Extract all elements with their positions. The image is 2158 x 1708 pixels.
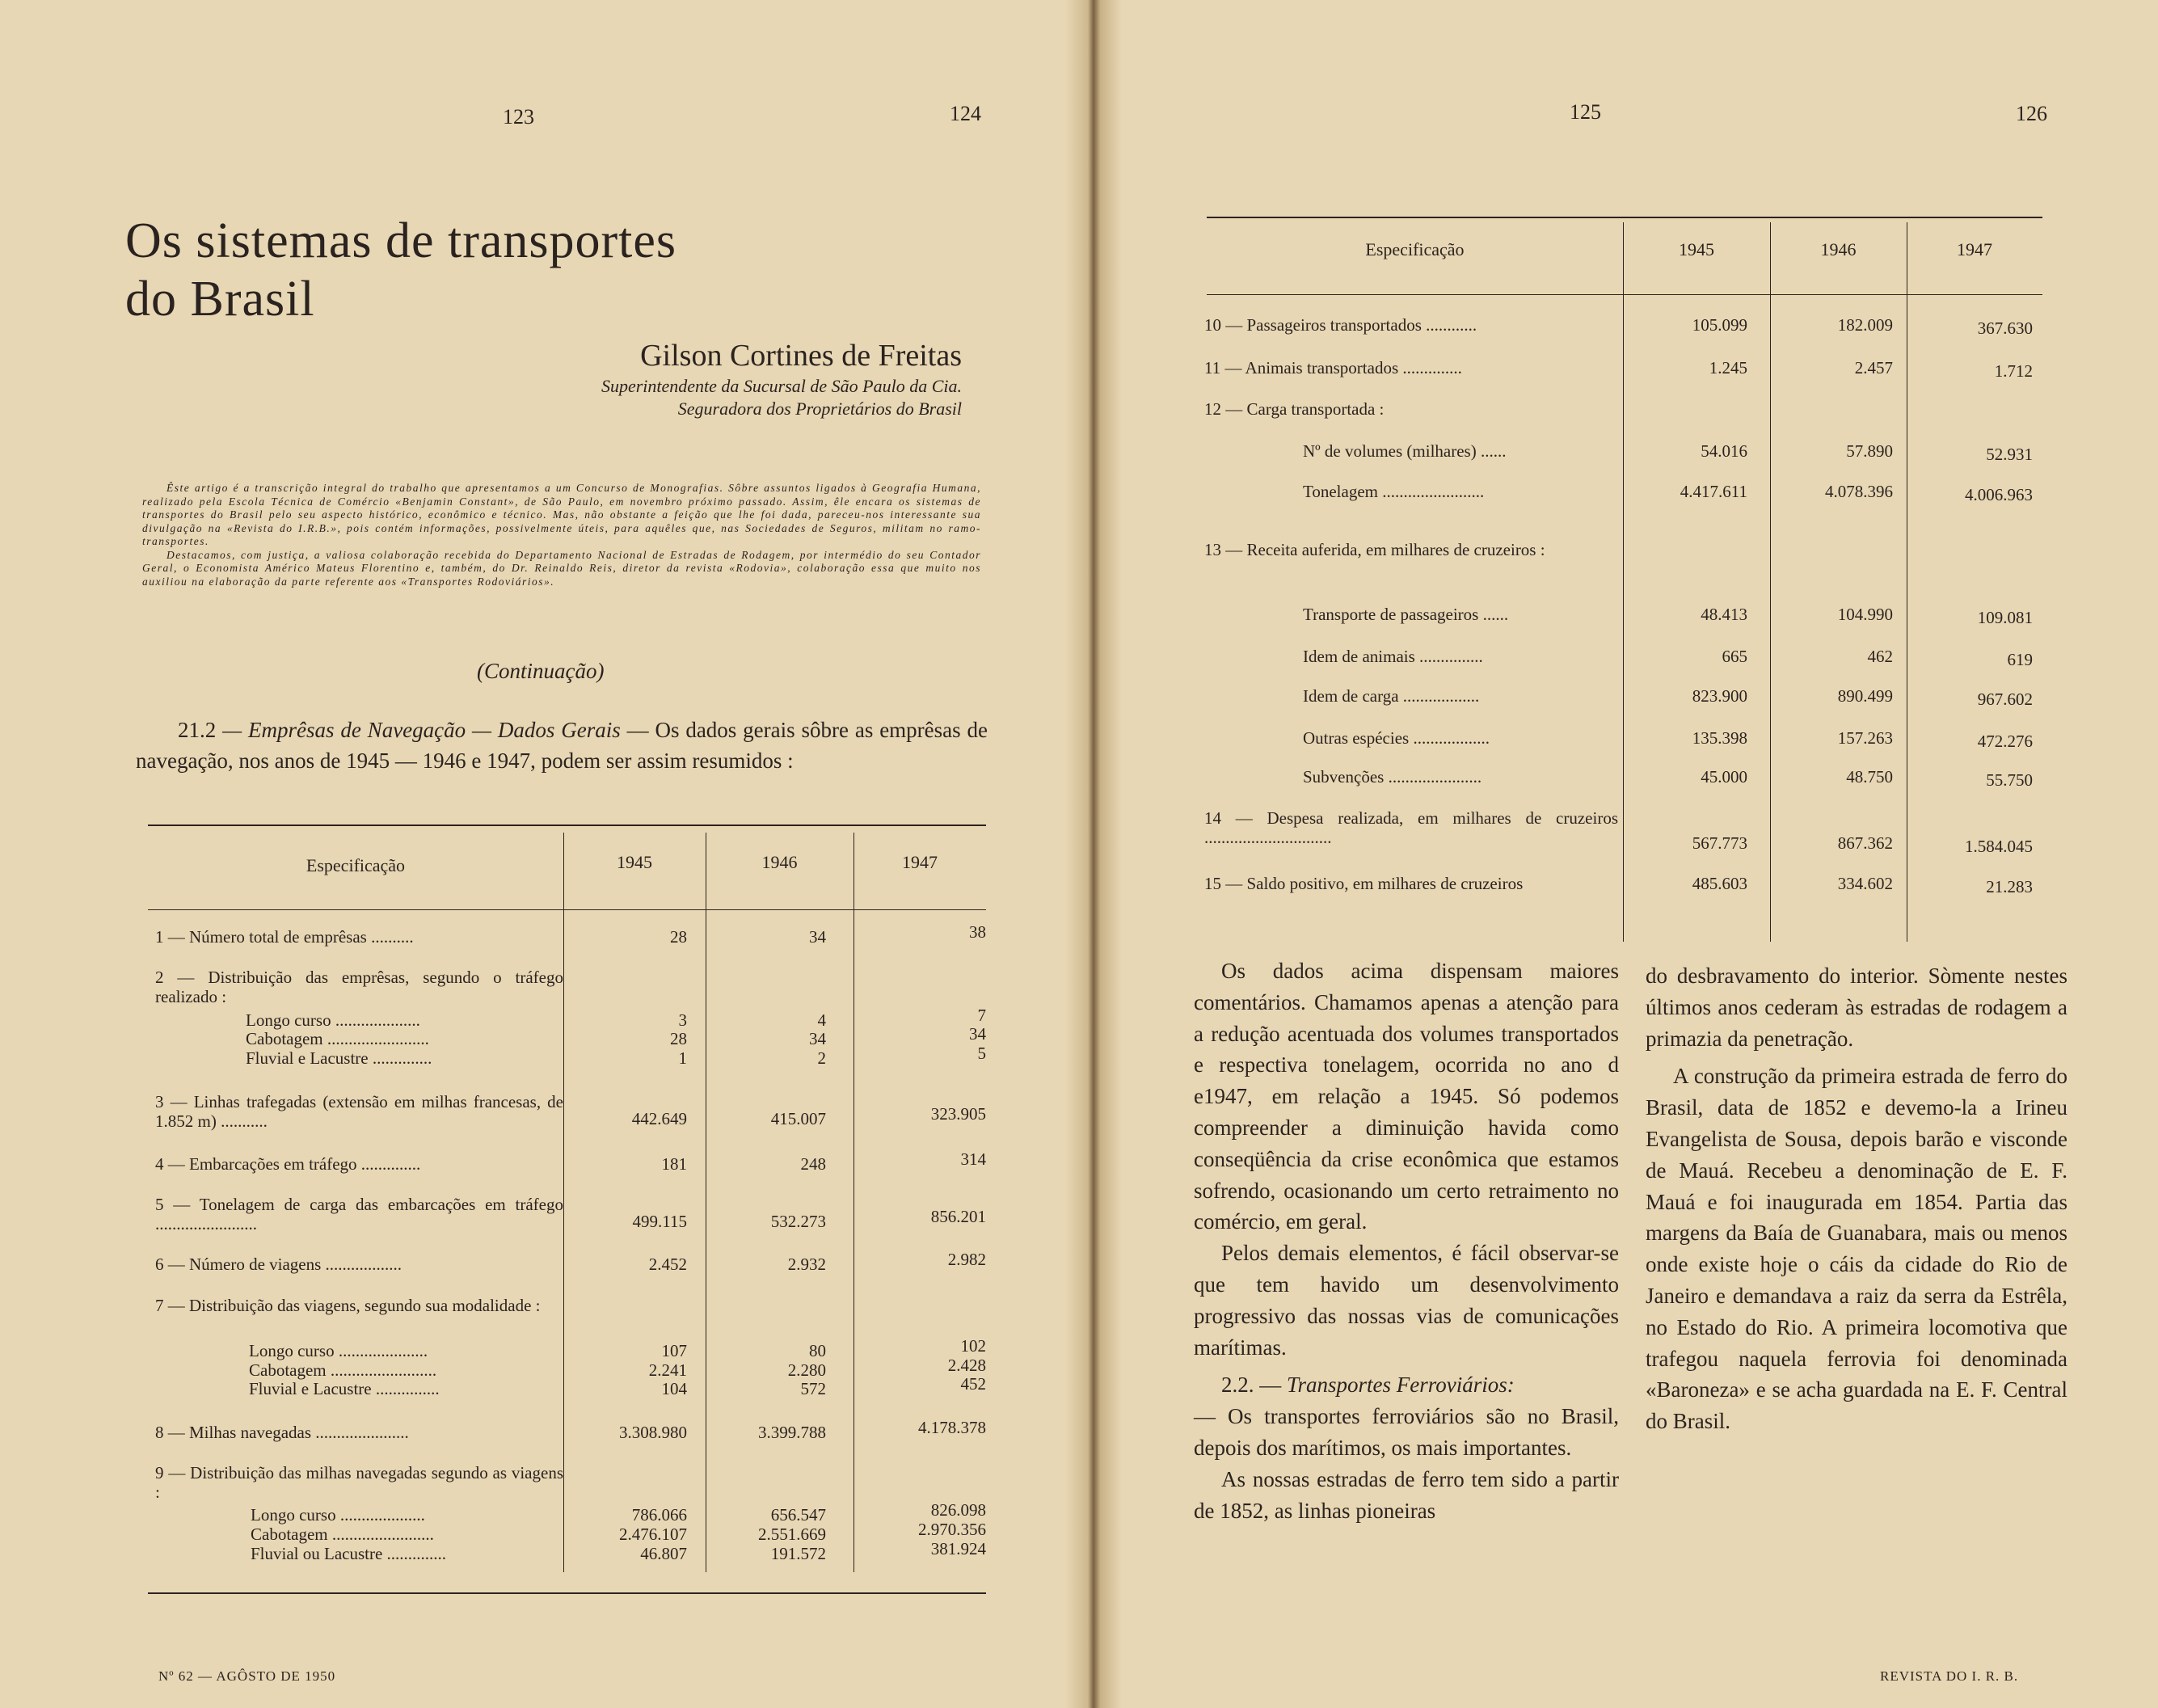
table-cell-1945: 1.245 <box>1709 358 1747 377</box>
table-row-label: 9 — Distribuição das milhas navegadas segundo as viagens : <box>155 1463 563 1502</box>
table-cell-1945: 107 <box>661 1341 687 1360</box>
table-cell-1945: 485.603 <box>1692 874 1747 893</box>
editorial-note <box>142 482 981 588</box>
table-row-label: 8 — Milhas navegadas ...................... <box>155 1423 409 1442</box>
table-row-label: 12 — Carga transportada : <box>1204 399 1385 419</box>
table-cell-1947: 2.982 <box>947 1250 986 1269</box>
paragraph: As nossas estradas de ferro tem sido a partir de 1852, as linhas pioneiras <box>1194 1466 1619 1523</box>
table-row-label: 3 — Linhas trafegadas (extensão em milhas francesas, de 1.852 m) ........... <box>155 1092 563 1131</box>
table-row-label: Cabotagem ........................ <box>251 1525 434 1544</box>
table-cell-1945: 181 <box>661 1154 687 1174</box>
table-cell-1945: 823.900 <box>1692 686 1747 706</box>
table-cell-1945: 28 <box>670 927 687 947</box>
table-cell-1946: 191.572 <box>770 1544 826 1563</box>
table-cell-1945: 54.016 <box>1701 441 1747 461</box>
table1-header-spec: Especificação <box>306 855 406 875</box>
table-cell-1946: 890.499 <box>1837 686 1893 706</box>
table-cell-1947: 2.970.356 <box>918 1520 986 1539</box>
table-cell-1947: 55.750 <box>1986 770 2033 790</box>
table-row-label: 15 — Saldo positivo, em milhares de cruzeiros <box>1204 874 1524 893</box>
table-row-label: Fluvial e Lacustre ............... <box>249 1379 440 1398</box>
table-row-label: Cabotagem ......................... <box>249 1360 437 1380</box>
table-row-label: Longo curso ..................... <box>249 1341 428 1360</box>
table-row-label: 7 — Distribuição das viagens, segundo sua modalidade : <box>155 1296 541 1315</box>
table-cell-1946: 34 <box>809 1029 826 1048</box>
author-role: Superintendente da Sucursal de São Paulo da Cia. Seguradora dos Proprietários do Brasil <box>601 376 962 419</box>
table-cell-1946: 104.990 <box>1837 605 1893 624</box>
table-row-label: 10 — Passageiros transportados ............ <box>1204 315 1477 335</box>
table-cell-1947: 472.276 <box>1977 732 2033 751</box>
table-cell-1945: 48.413 <box>1701 605 1747 624</box>
table-cell-1945: 105.099 <box>1692 315 1747 335</box>
table-row-label: Idem de carga .................. <box>1303 686 1480 706</box>
section-intro-text: — Os dados gerais sôbre as emprêsas de navegação, nos anos de 1945 — 1946 e 1947, podem ser assim resumidos : <box>136 718 988 773</box>
table-cell-1945: 2.452 <box>648 1255 687 1274</box>
table-cell-1946: 182.009 <box>1837 315 1893 335</box>
table-cell-1947: 323.905 <box>930 1104 986 1124</box>
table-cell-1945: 104 <box>661 1379 687 1398</box>
table2-header-spec: Especificação <box>1365 239 1465 259</box>
table-row-label: Subvenções ...................... <box>1303 767 1482 787</box>
table-cell-1947: 314 <box>960 1149 986 1169</box>
table-cell-1946: 57.890 <box>1846 441 1893 461</box>
page-number-124: 124 <box>950 102 981 125</box>
table-row-label: Outras espécies .................. <box>1303 728 1490 748</box>
section-intro: 21.2 — Emprêsas de Navegação — Dados Gerais — Os dados gerais sôbre as emprêsas de navegação, nos anos de 1945 — 1946 e 1947, podem ser assim resumidos : <box>136 718 988 773</box>
page-number-126: 126 <box>2016 102 2047 125</box>
editorial-note-p2: Destacamos, com justiça, a valiosa colaboração recebida do Departamento Nacional de Estradas de Rodagem, por intermédio do seu Contador Geral, o Economista Américo Mateus Florentino e, também, do Dr. Reinaldo Reis, diretor da revista «Rodovia», colaboração essa que muito nos auxiliou na elaboração da parte referente aos «Transportes Rodoviários». <box>142 548 981 588</box>
footer-right: REVISTA DO I. R. B. <box>1880 1668 2019 1684</box>
paragraph: Os dados acima dispensam maiores comentários. Chamamos apenas a atenção para a redução acentuada dos volumes transportados e respectiva tonelagem, ocorrida no ano d e1947, em relação a 1945. Só podemos compreender a diminuição havida como conseqüência da crise econômica que estamos sofrendo, ocasionando um certo retraimento no comércio, em geral. <box>1194 959 1619 1234</box>
paragraph: Pelos demais elementos, é fácil observar-se que tem havido um desenvolvimento progressivo das nossas vias de comunicações marítimas. <box>1194 1241 1619 1360</box>
author-name: Gilson Cortines de Freitas <box>640 339 962 373</box>
table-cell-1945: 567.773 <box>1692 833 1747 853</box>
book-spine <box>1065 0 1122 1708</box>
table2-header-1946: 1946 <box>1820 239 1857 259</box>
table-cell-1946: 2.280 <box>787 1360 826 1380</box>
section-2-2-number: 2.2. — <box>1221 1373 1282 1398</box>
table-cell-1947: 1.584.045 <box>1965 837 2033 856</box>
section-2-2-title: Transportes Ferroviários: <box>1287 1373 1515 1398</box>
table-cell-1946: 2 <box>817 1048 826 1068</box>
table-cell-1947: 4.006.963 <box>1965 485 2033 504</box>
continuation-label: (Continuação) <box>477 659 605 683</box>
editorial-note-p1: Êste artigo é a transcrição integral do trabalho que apresentamos a um Concurso de Monografias. Sôbre assuntos ligados à Geografia Humana, realizado pela Escola Técnica de Comércio «Benjamin Constant», de São Paulo, em novembro próximo passado. Assim, êle encara os sistemas de transportes do Brasil pelo seu aspecto histórico, econômico e técnico. Mas, não obstante a feição que lhe foi dada, pareceu-nos interessante sua divulgação na «Revista do I.R.B.», pois contém informações, possivelmente úteis, para aquêles que, nas Sociedades de Seguros, militam no ramo-transportes. <box>142 482 981 547</box>
page-number-125: 125 <box>1570 100 1601 124</box>
table-cell-1947: 109.081 <box>1977 608 2033 627</box>
table-cell-1946: 2.457 <box>1854 358 1893 377</box>
table-cell-1946: 334.602 <box>1837 874 1893 893</box>
table-cell-1945: 2.476.107 <box>619 1525 687 1544</box>
paragraph: do desbravamento do interior. Sòmente nestes últimos anos cederam às estradas de rodagem a primazia da penetração. <box>1646 964 2067 1051</box>
table-cell-1945: 45.000 <box>1701 767 1747 787</box>
table-cell-1946: 157.263 <box>1837 728 1893 748</box>
table-cell-1945: 1 <box>678 1048 687 1068</box>
table-cell-1947: 4.178.378 <box>918 1418 986 1437</box>
table1-header-1946: 1946 <box>761 852 798 872</box>
table-cell-1947: 2.428 <box>947 1356 986 1375</box>
table-cell-1946: 80 <box>809 1341 826 1360</box>
table-cell-1947: 856.201 <box>930 1207 986 1226</box>
table2-header-1945: 1945 <box>1679 239 1714 259</box>
table-cell-1945: 442.649 <box>631 1109 687 1128</box>
table-row-label: Fluvial e Lacustre .............. <box>246 1048 432 1068</box>
table-row-label: Cabotagem ........................ <box>246 1029 429 1048</box>
table-cell-1946: 2.932 <box>787 1255 826 1274</box>
table-cell-1947: 102 <box>960 1336 986 1356</box>
section-number: 21.2 <box>178 718 217 742</box>
table-row-label: 5 — Tonelagem de carga das embarcações em tráfego ........................ <box>155 1195 563 1234</box>
table-row-label: Longo curso .................... <box>246 1010 420 1030</box>
table-cell-1946: 532.273 <box>770 1212 826 1231</box>
table-cell-1947: 967.602 <box>1977 690 2033 709</box>
table-cell-1945: 135.398 <box>1692 728 1747 748</box>
page-number-123: 123 <box>503 105 534 129</box>
table-cell-1947: 38 <box>969 922 986 942</box>
table-cell-1947: 7 <box>977 1006 986 1025</box>
table-row-label: 11 — Animais transportados .............. <box>1204 358 1462 377</box>
table-row-label: Tonelagem ........................ <box>1303 482 1485 501</box>
section-2-2 <box>1194 1369 1619 1401</box>
text-column-1 <box>1194 955 1619 1526</box>
paragraph: — Os transportes ferroviários são no Brasil, depois dos marítimos, os mais importantes. <box>1194 1404 1619 1460</box>
table-cell-1945: 786.066 <box>631 1505 687 1525</box>
section-title: Emprêsas de Navegação — Dados Gerais <box>247 718 621 742</box>
table-cell-1946: 2.551.669 <box>758 1525 826 1544</box>
table-cell-1946: 656.547 <box>770 1505 826 1525</box>
table-cell-1945: 28 <box>670 1029 687 1048</box>
title-line-1: Os sistemas de transportes <box>125 213 677 268</box>
paragraph: A construção da primeira estrada de ferro do Brasil, data de 1852 e devemo-la a Irineu Evangelista de Sousa, depois barão e visconde de Mauá. Recebeu a denominação de E. F. Mauá e foi inaugurada em 1854. Partia das margens da Baía de Guanabara, mais ou menos onde existe hoje o cáis da cidade do Rio de Janeiro e demandava a raiz da serra da Estrêla, no Estado do Rio. A primeira locomotiva que trafegou naquela ferrovia foi denominada «Baroneza» e se acha guardada na E. F. Central do Brasil. <box>1646 1064 2067 1434</box>
table-cell-1946: 248 <box>800 1154 826 1174</box>
table-cell-1945: 46.807 <box>640 1544 687 1563</box>
table-cell-1947: 452 <box>960 1374 986 1394</box>
table-row-label: 4 — Embarcações em tráfego .............. <box>155 1154 421 1174</box>
table-cell-1946: 4 <box>817 1010 826 1030</box>
table-cell-1946: 4.078.396 <box>1825 482 1893 501</box>
text-column-2 <box>1646 960 2067 1437</box>
table-cell-1946: 415.007 <box>770 1109 826 1128</box>
table-cell-1946: 34 <box>809 927 826 947</box>
table2-header-1947: 1947 <box>1957 239 1992 259</box>
table-cell-1947: 619 <box>2007 650 2033 669</box>
table-cell-1945: 499.115 <box>632 1212 687 1231</box>
table1-header-1945: 1945 <box>617 852 652 872</box>
table-cell-1946: 572 <box>800 1379 826 1398</box>
table-cell-1947: 52.931 <box>1986 445 2033 464</box>
title-line-2: do Brasil <box>125 272 315 327</box>
table-cell-1946: 3.399.788 <box>758 1423 826 1442</box>
table-row-label: Transporte de passageiros ...... <box>1303 605 1509 624</box>
table-cell-1947: 1.712 <box>1994 361 2033 381</box>
table-row-label: Fluvial ou Lacustre .............. <box>251 1544 447 1563</box>
table-row-label: Nº de volumes (milhares) ...... <box>1303 441 1507 461</box>
table-cell-1947: 381.924 <box>930 1539 986 1558</box>
table-cell-1947: 21.283 <box>1986 877 2033 896</box>
table-row-label: 1 — Número total de emprêsas .......... <box>155 927 414 947</box>
table-row-label: 14 — Despesa realizada, em milhares de cruzeiros .............................. <box>1204 808 1618 847</box>
table-cell-1945: 2.241 <box>648 1360 687 1380</box>
article-title <box>125 212 676 328</box>
table-row-label: Longo curso .................... <box>251 1505 425 1525</box>
table-cell-1945: 665 <box>1722 647 1747 666</box>
table-cell-1947: 5 <box>977 1044 986 1063</box>
table1-header-1947: 1947 <box>902 852 938 872</box>
table-cell-1945: 3.308.980 <box>619 1423 687 1442</box>
table-cell-1947: 826.098 <box>930 1500 986 1520</box>
table-cell-1946: 48.750 <box>1846 767 1893 787</box>
table-cell-1945: 4.417.611 <box>1680 482 1747 501</box>
table-cell-1946: 867.362 <box>1837 833 1893 853</box>
table-cell-1947: 34 <box>969 1024 986 1044</box>
table-row-label: Idem de animais ............... <box>1303 647 1483 666</box>
table-cell-1945: 3 <box>678 1010 687 1030</box>
footer-left: Nº 62 — AGÔSTO DE 1950 <box>158 1668 336 1684</box>
table-row-label: 6 — Número de viagens .................. <box>155 1255 403 1274</box>
table-cell-1947: 367.630 <box>1977 318 2033 338</box>
table-cell-1946: 462 <box>1867 647 1893 666</box>
table-row-label: 2 — Distribuição das emprêsas, segundo o tráfego realizado : <box>155 968 563 1006</box>
table-row-label: 13 — Receita auferida, em milhares de cruzeiros : <box>1204 540 1545 559</box>
